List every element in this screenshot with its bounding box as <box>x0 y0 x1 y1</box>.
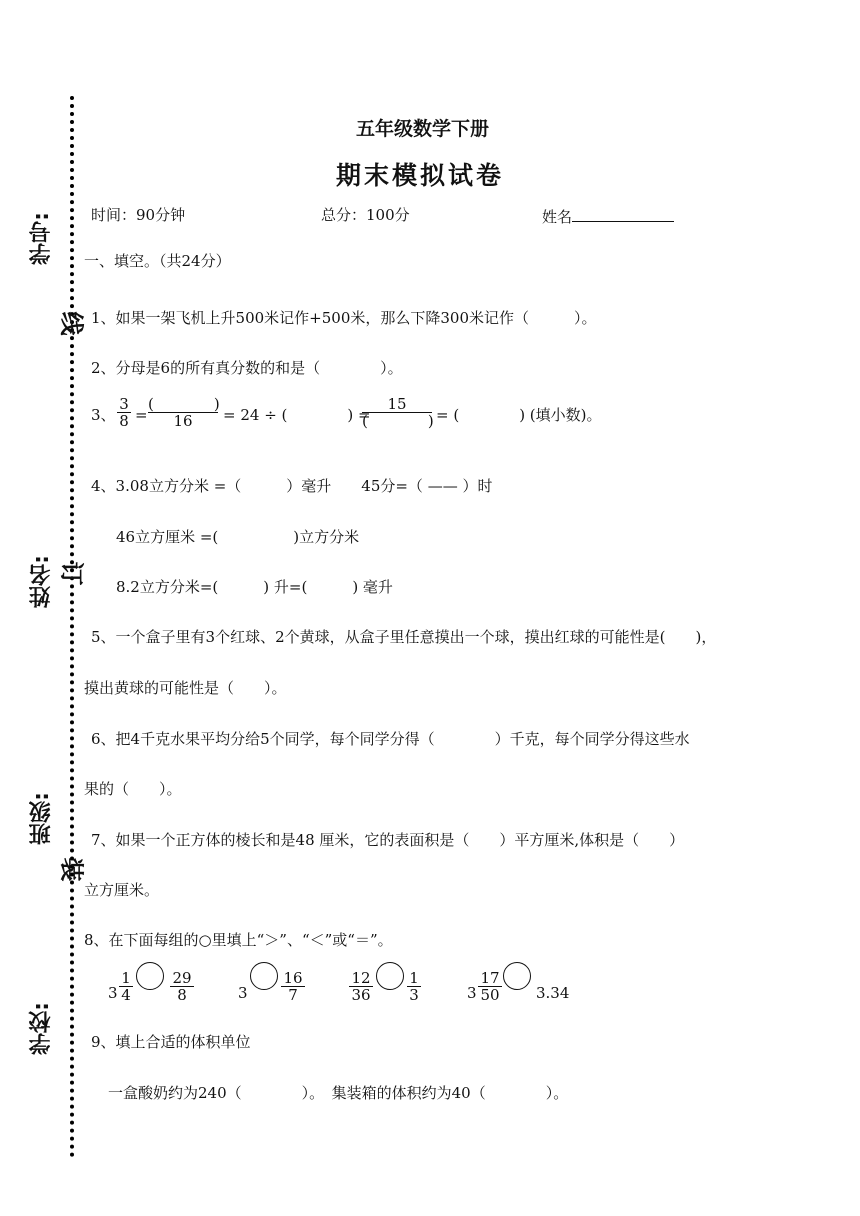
q8a-compare-circle[interactable] <box>136 962 164 990</box>
question-4-line-b: 46立方厘米 =( )立方分米 <box>116 528 360 546</box>
margin-ding-char: 订 <box>57 561 86 586</box>
q3-fraction-3 <box>362 396 432 429</box>
question-5-line-b: 摸出黄球的可能性是（ ）。 <box>84 679 287 697</box>
question-7-line-b: 立方厘米。 <box>84 881 160 899</box>
margin-xian-char: 线 <box>57 311 86 336</box>
q8d-left-fraction <box>478 970 502 1003</box>
q8a-right-denominator: 8 <box>170 986 194 1003</box>
question-9-line-a: 一盒酸奶约为240（ ）。 集装箱的体积约为40（ ）。 <box>108 1084 569 1102</box>
name-label: 姓名 <box>542 208 573 226</box>
question-6-line-b: 果的（ ）。 <box>84 780 182 798</box>
exam-title: 期末模拟试卷 <box>336 161 505 190</box>
q3-fraction-3-denominator: ( ) <box>362 412 434 430</box>
question-4-line-c: 8.2立方分米=( ) 升=( ) 毫升 <box>116 578 393 596</box>
section-heading: 一、填空。（共24分） <box>84 252 231 270</box>
q8a-right-fraction <box>170 970 194 1003</box>
question-8: 8、在下面每组的○里填上“＞”、“＜”或“＝”。 <box>84 931 393 949</box>
q8b-right-numerator: 16 <box>283 969 303 987</box>
q3-fraction-1-numerator: 3 <box>119 395 129 413</box>
q8d-left-denominator: 50 <box>478 986 502 1003</box>
q8d-whole: 3 <box>467 984 477 1002</box>
q3-fraction-2 <box>148 396 218 429</box>
question-9: 9、填上合适的体积单位 <box>91 1033 251 1051</box>
question-5-line-a: 5、一个盒子里有3个红球、2个黄球，从盒子里任意摸出一个球，摸出红球的可能性是( )， <box>91 628 717 646</box>
q8a-left-numerator: 1 <box>121 969 131 987</box>
question-4-line-a: 4、3.08立方分米 =（ ）毫升 45分=（ —— ）时 <box>91 477 493 495</box>
q8d-compare-circle[interactable] <box>503 962 531 990</box>
q8a-right-numerator: 29 <box>172 969 192 987</box>
q8c-right-denominator: 3 <box>407 986 421 1003</box>
exam-total-score: 总分：100分 <box>321 206 410 224</box>
q3-tail: = ( ) (填小数)。 <box>436 406 602 424</box>
q8d-right-value: 3.34 <box>536 984 570 1002</box>
q8a-left-fraction <box>119 970 133 1003</box>
q3-fraction-1 <box>117 396 131 429</box>
question-6-line-a: 6、把4千克水果平均分给5个同学，每个同学分得（ ）千克，每个同学分得这些水 <box>91 730 690 748</box>
q8b-compare-circle[interactable] <box>250 962 278 990</box>
q3-fraction-3-numerator: 15 <box>387 395 407 413</box>
q3-fraction-2-denominator: 16 <box>148 412 218 429</box>
margin-xingming-label: 姓名: <box>29 555 54 608</box>
q8b-whole: 3 <box>238 984 248 1002</box>
q8c-left-denominator: 36 <box>349 986 373 1003</box>
name-field <box>542 205 674 227</box>
q8d-left-numerator: 17 <box>480 969 500 987</box>
question-2: 2、分母是6的所有真分数的和是（ ）。 <box>91 359 403 377</box>
q8b-right-fraction <box>281 970 305 1003</box>
q8a-left-denominator: 4 <box>119 986 133 1003</box>
binding-dotted-line <box>70 96 74 1158</box>
margin-xuehao-label: 学号: <box>29 212 54 265</box>
q8c-right-numerator: 1 <box>409 969 419 987</box>
q8c-right-fraction <box>407 970 421 1003</box>
margin-xuexiao-label: 学校: <box>29 1002 54 1055</box>
q8a-whole: 3 <box>108 984 118 1002</box>
exam-time: 时间：90分钟 <box>91 206 186 224</box>
q3-middle-expression: = 24 ÷ ( ) = <box>223 406 371 424</box>
question-3-number: 3、 <box>91 406 116 424</box>
q8b-right-denominator: 7 <box>281 986 305 1003</box>
question-1: 1、如果一架飞机上升500米记作+500米，那么下降300米记作（ ）。 <box>91 309 597 327</box>
margin-zhuang-char: 装 <box>57 857 86 882</box>
q3-fraction-2-numerator: ( ) <box>148 395 220 413</box>
question-7-line-a: 7、如果一个正方体的棱长和是48 厘米，它的表面积是（ ）平方厘米,体积是（ ） <box>91 831 685 849</box>
q8c-left-fraction <box>349 970 373 1003</box>
exam-subtitle: 五年级数学下册 <box>356 118 490 140</box>
q3-equals: = <box>135 406 148 424</box>
name-blank-line <box>572 205 674 222</box>
q8c-left-numerator: 12 <box>351 969 371 987</box>
q3-fraction-1-denominator: 8 <box>117 412 131 429</box>
q8c-compare-circle[interactable] <box>376 962 404 990</box>
margin-banji-label: 班级: <box>29 792 54 845</box>
